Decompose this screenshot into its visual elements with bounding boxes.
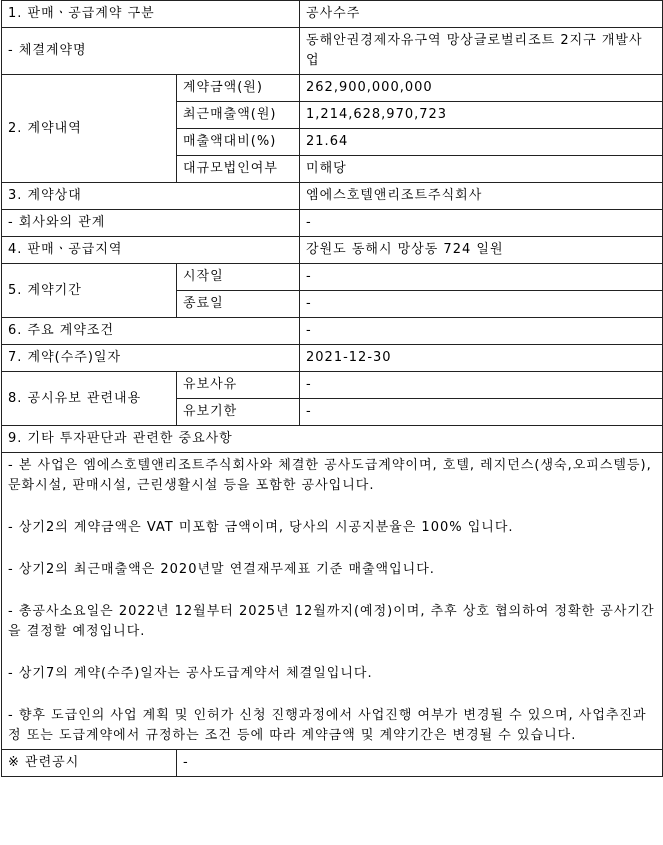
main-terms-label: 6. 주요 계약조건: [2, 318, 300, 345]
counterparty-value: 엠에스호텔앤리조트주식회사: [300, 183, 663, 210]
large-corp-value: 미해당: [300, 156, 663, 183]
contract-name-value: 동해안권경제자유구역 망상글로벌리조트 2지구 개발사업: [300, 28, 663, 75]
deferral-deadline-label: 유보기한: [177, 399, 300, 426]
contract-date-value: 2021-12-30: [300, 345, 663, 372]
large-corp-label: 대규모법인여부: [177, 156, 300, 183]
deferral-reason-label: 유보사유: [177, 372, 300, 399]
relationship-value: -: [300, 210, 663, 237]
row-counterparty: [2, 183, 663, 210]
note-paragraph: - 상기2의 계약금액은 VAT 미포함 금액이며, 당사의 시공지분율은 100% 입니다.: [8, 520, 514, 535]
row-contract-amount: [2, 75, 663, 102]
row-related-disclosure: [2, 750, 663, 777]
contract-name-label: - 체결계약명: [2, 28, 300, 75]
row-main-terms: [2, 318, 663, 345]
contract-type-label: 1. 판매ㆍ공급계약 구분: [2, 1, 300, 28]
counterparty-label: 3. 계약상대: [2, 183, 300, 210]
end-date-value: -: [300, 291, 663, 318]
deferral-label: 8. 공시유보 관련내용: [2, 372, 177, 426]
row-relationship: [2, 210, 663, 237]
note-paragraph: - 상기2의 최근매출액은 2020년말 연결재무제표 기준 매출액입니다.: [8, 562, 435, 577]
row-contract-name: [2, 28, 663, 75]
deferral-deadline-value: -: [300, 399, 663, 426]
end-date-label: 종료일: [177, 291, 300, 318]
row-supply-region: [2, 237, 663, 264]
relationship-label: - 회사와의 관계: [2, 210, 300, 237]
contract-date-label: 7. 계약(수주)일자: [2, 345, 300, 372]
start-date-value: -: [300, 264, 663, 291]
disclosure-table: [1, 0, 663, 777]
related-disclosure-value: -: [177, 750, 663, 777]
note-paragraph: - 향후 도급인의 사업 계획 및 인허가 신청 진행과정에서 사업진행 여부가 변경될 수 있으며, 사업추진과정 또는 도급계약에서 규정하는 조건 등에 따라 계약금액 및 계약기간은 변경될 수 있습니다.: [8, 708, 647, 743]
contract-amount-label: 계약금액(원): [177, 75, 300, 102]
note-paragraph: - 상기7의 계약(수주)일자는 공사도급계약서 체결일입니다.: [8, 666, 373, 681]
row-other-matters-notes: [2, 453, 663, 750]
note-paragraph: - 본 사업은 엠에스호텔앤리조트주식회사와 체결한 공사도급계약이며, 호텔, 레지던스(생숙,오피스텔등), 문화시설, 판매시설, 근린생활시설 등을 포함한 공사입니다.: [8, 458, 652, 493]
main-terms-value: -: [300, 318, 663, 345]
contract-type-value: 공사수주: [300, 1, 663, 28]
row-deferral-reason: [2, 372, 663, 399]
contract-amount-value: 262,900,000,000: [300, 75, 663, 102]
row-period-start: [2, 264, 663, 291]
supply-region-value: 강원도 동해시 망상동 724 일원: [300, 237, 663, 264]
other-matters-notes: [2, 453, 663, 750]
sales-ratio-label: 매출액대비(%): [177, 129, 300, 156]
row-other-matters-heading: [2, 426, 663, 453]
recent-sales-value: 1,214,628,970,723: [300, 102, 663, 129]
sales-ratio-value: 21.64: [300, 129, 663, 156]
start-date-label: 시작일: [177, 264, 300, 291]
other-matters-heading: 9. 기타 투자판단과 관련한 중요사항: [2, 426, 663, 453]
supply-region-label: 4. 판매ㆍ공급지역: [2, 237, 300, 264]
row-contract-date: [2, 345, 663, 372]
row-contract-type: [2, 1, 663, 28]
contract-details-label: 2. 계약내역: [2, 75, 177, 183]
deferral-reason-value: -: [300, 372, 663, 399]
recent-sales-label: 최근매출액(원): [177, 102, 300, 129]
note-paragraph: - 총공사소요일은 2022년 12월부터 2025년 12월까지(예정)이며, 추후 상호 협의하여 정확한 공사기간을 결정할 예정입니다.: [8, 604, 655, 639]
contract-period-label: 5. 계약기간: [2, 264, 177, 318]
related-disclosure-label: ※ 관련공시: [2, 750, 177, 777]
